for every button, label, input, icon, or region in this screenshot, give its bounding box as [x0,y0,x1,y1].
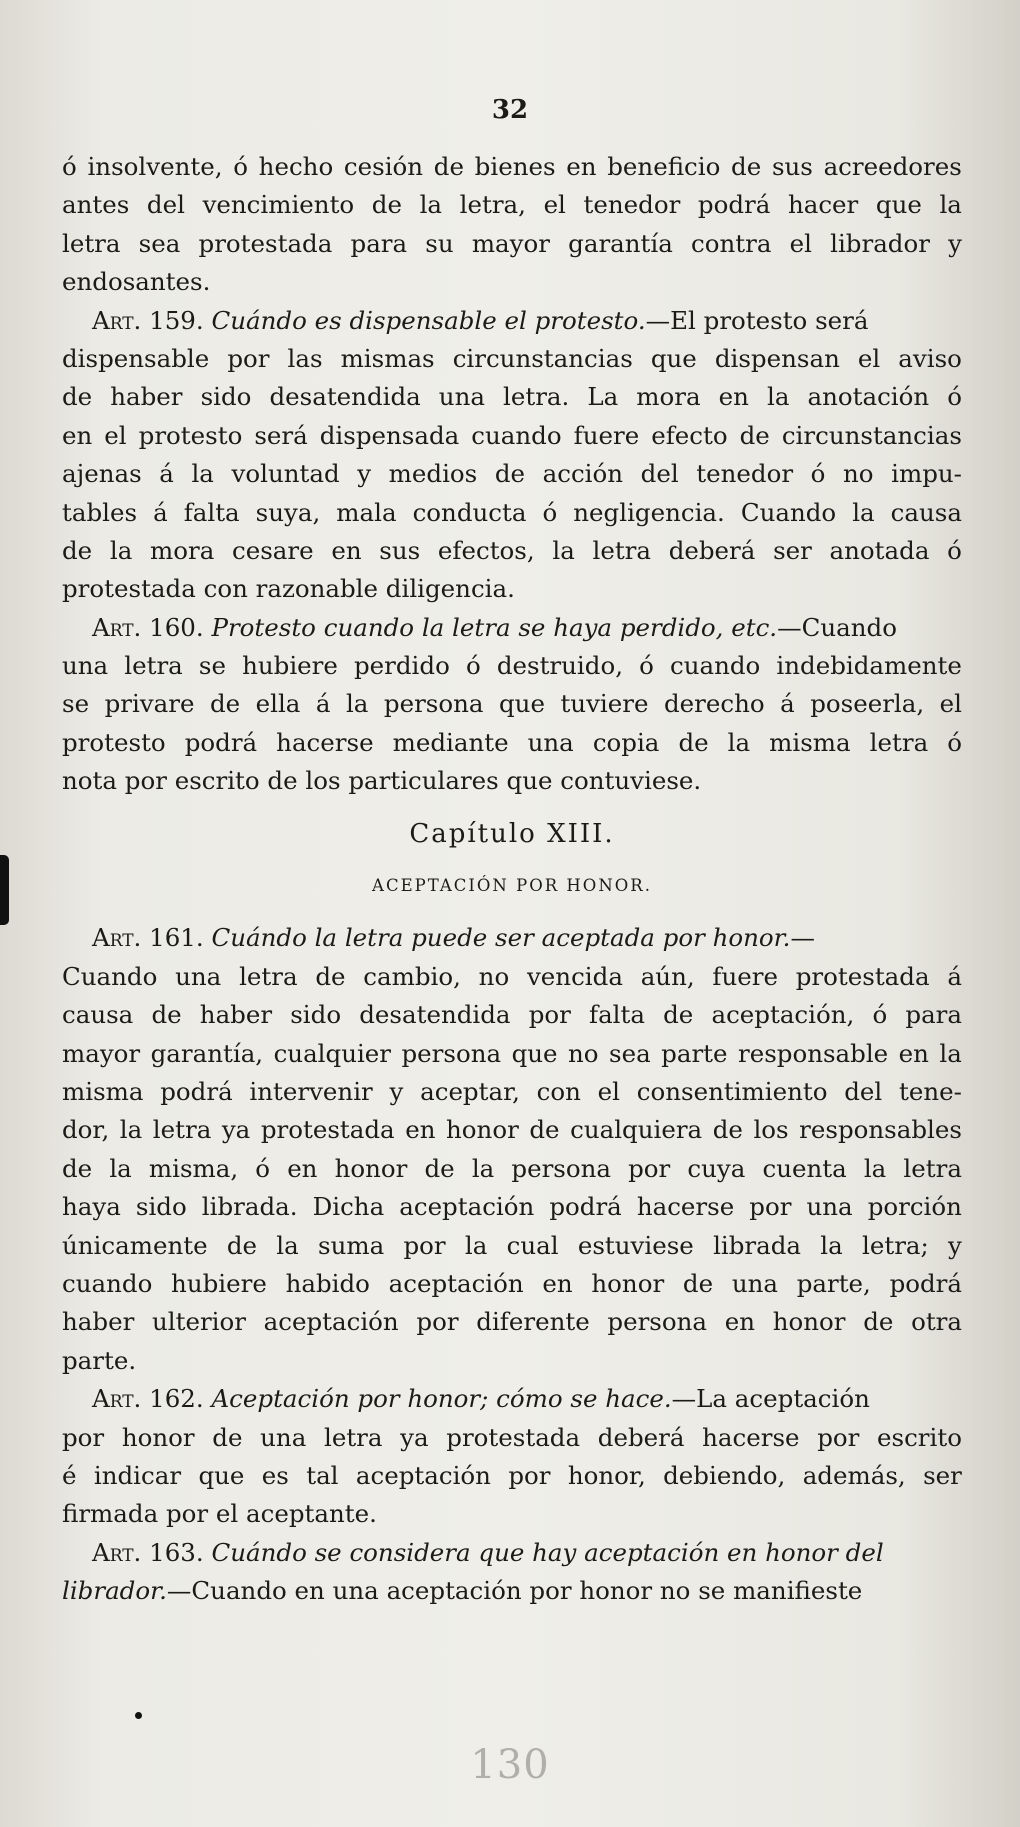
body-text [62,148,962,1610]
text-line: Cuando una letra de cambio, no vencida aún, fuere protestada á [62,961,962,991]
article-title-continued: librador. [62,1576,167,1606]
text-line: una letra se hubiere perdido ó destruido, ó cuando indebidamente [62,651,962,681]
text-line: letra sea protestada para su mayor garantía contra el librador y [62,228,962,258]
text-line: é indicar que es tal aceptación por honor, debiendo, además, ser [62,1460,962,1490]
text-line: ó insolvente, ó hecho cesión de bienes en beneficio de sus acreedores [62,152,962,181]
article-title: Cuándo se considera que hay aceptación en honor del [211,1537,884,1567]
article-title: Cuándo es dispensable el protesto. [211,305,646,335]
chapter-subtitle: ACEPTACIÓN POR HONOR. [372,876,652,896]
text-line: protestada con razonable diligencia. [62,574,515,604]
article-label: Art. 163. [92,1537,204,1567]
article-161-heading [62,919,962,957]
page-edge-mark [0,855,9,925]
text-line: por honor de una letra ya protestada deberá hacerse por escrito [62,1422,962,1452]
article-first-line: —La aceptación [671,1384,870,1414]
text-line: misma podrá intervenir y aceptar, con el consentimiento del tene- [62,1076,962,1106]
article-first-line: —Cuando [777,612,897,642]
folio-number: 130 [470,1742,550,1788]
text-line: cuando hubiere habido aceptación en honor de una parte, podrá [62,1268,962,1298]
text-line: antes del vencimiento de la letra, el tenedor podrá hacer que la [62,190,962,220]
text-line: parte. [62,1345,137,1375]
article-163-heading [62,1534,962,1572]
chapter-title: Capítulo XIII. [409,818,615,849]
text-line: haya sido librada. Dicha aceptación podrá hacerse por una porción [62,1192,962,1222]
text-line: firmada por el aceptante. [62,1499,377,1529]
article-label: Art. 159. [92,305,204,335]
text-line: endosantes. [62,267,211,297]
article-title: Aceptación por honor; cómo se hace. [211,1384,672,1414]
text-line: dispensable por las mismas circunstancias que dispensan el aviso [62,343,962,373]
text-line: en el protesto será dispensada cuando fuere efecto de circunstancias [62,420,962,450]
article-rest: —Cuando en una aceptación por honor no se manifieste [166,1576,863,1606]
text-line: causa de haber sido desatendida por falta de aceptación, ó para [62,1000,962,1030]
article-label: Art. 161. [92,923,204,953]
text-line: de la mora cesare en sus efectos, la letra deberá ser anotada ó [62,535,962,565]
article-title: Protesto cuando la letra se haya perdido, etc. [211,612,778,642]
text-line: ajenas á la voluntad y medios de acción del tenedor ó no impu- [62,459,962,489]
article-first-line: — [790,923,815,953]
article-first-line: —El protesto será [645,305,869,335]
footer-dot [135,1712,142,1719]
text-line: de la misma, ó en honor de la persona por cuya cuenta la letra [62,1153,962,1183]
article-label: Art. 162. [92,1384,204,1414]
text-line: haber ulterior aceptación por diferente persona en honor de otra [62,1307,962,1337]
text-line [62,1572,962,1610]
text-line: de haber sido desatendida una letra. La mora en la anotación ó [62,382,962,412]
article-160-heading [62,609,962,647]
text-line: protesto podrá hacerse mediante una copia de la misma letra ó [62,727,962,757]
text-line: dor, la letra ya protestada en honor de cualquiera de los responsables [62,1115,962,1145]
article-159-heading [62,302,962,340]
text-line: nota por escrito de los particulares que contuviese. [62,766,702,796]
text-line: únicamente de la suma por la cual estuviese librada la letra; y [62,1230,962,1260]
article-162-heading [62,1380,962,1418]
text-line: tables á falta suya, mala conducta ó negligencia. Cuando la causa [62,497,962,527]
text-line: mayor garantía, cualquier persona que no sea parte responsable en la [62,1038,962,1068]
article-label: Art. 160. [92,612,204,642]
article-title: Cuándo la letra puede ser aceptada por honor. [211,923,791,953]
text-line: se privare de ella á la persona que tuviere derecho á poseerla, el [62,689,962,719]
page-number: 32 [491,95,529,125]
